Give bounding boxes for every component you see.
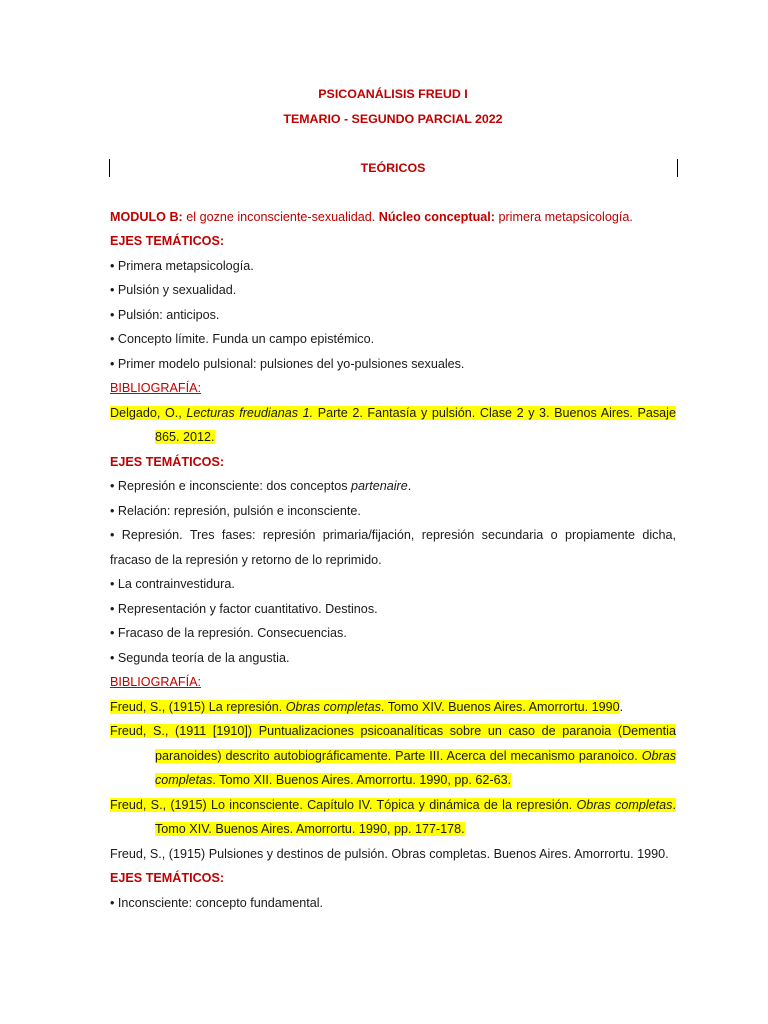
module-text: el gozne inconsciente-sexualidad. bbox=[182, 209, 379, 224]
list-item: • Concepto límite. Funda un campo epistémico. bbox=[110, 332, 375, 346]
topics-heading-2: EJES TEMÁTICOS: bbox=[110, 454, 225, 469]
reference-item: Freud, S., (1915) La represión. Obras completas. Tomo XIV. Buenos Aires. Amorrortu. 1990. bbox=[110, 699, 624, 714]
document-content bbox=[110, 82, 676, 915]
list-item: • Inconsciente: concepto fundamental. bbox=[110, 895, 324, 910]
document-subtitle: TEMARIO - SEGUNDO PARCIAL 2022 bbox=[283, 111, 503, 126]
bibliography-heading-1: BIBLIOGRAFÍA: bbox=[110, 381, 201, 395]
module-line bbox=[110, 205, 676, 230]
reference-item: Delgado, O., Lecturas freudianas 1. Parte 2. Fantasía y pulsión. Clase 2 y 3. Buenos Aires. Pasaje 865. 2012. bbox=[110, 405, 676, 444]
reference-item: Freud, S., (1915) Lo inconsciente. Capítulo IV. Tópica y dinámica de la represión. Obras completas. Tomo XIV. Buenos Aires. Amorrortu. 1990, pp. 177-178. bbox=[110, 797, 676, 836]
topics-heading-1: EJES TEMÁTICOS: bbox=[110, 234, 225, 248]
core-label: Núcleo conceptual: bbox=[378, 209, 495, 224]
reference-item: Freud, S., (1915) Pulsiones y destinos de pulsión. Obras completas. Buenos Aires. Amorrortu. 1990. bbox=[110, 846, 669, 861]
crop-mark-right bbox=[677, 159, 678, 177]
list-item: • Pulsión y sexualidad. bbox=[110, 283, 237, 297]
reference-item: Freud, S., (1911 [1910]) Puntualizaciones psicoanalíticas sobre un caso de paranoia (Dementia paranoides) descrito autobiográficamente. Parte III. Acerca del mecanismo paranoico. Obras completas. Tomo XII. Buenos Aires. Amorrortu. 1990, pp. 62-63. bbox=[110, 724, 676, 787]
list-item: • Primera metapsicología. bbox=[110, 258, 254, 273]
section-heading: TEÓRICOS bbox=[360, 160, 426, 175]
list-item: • Segunda teoría de la angustia. bbox=[110, 650, 290, 665]
core-text: primera metapsicología. bbox=[494, 209, 633, 224]
bibliography-heading-2: BIBLIOGRAFÍA: bbox=[110, 675, 201, 689]
list-item: • Pulsión: anticipos. bbox=[110, 307, 220, 322]
document-title: PSICOANÁLISIS FREUD I bbox=[318, 87, 468, 101]
list-item: • Represión. Tres fases: represión primaria/fijación, represión secundaria o propiamente dicha, fracaso de la represión y retorno de lo reprimido. bbox=[110, 528, 676, 567]
module-label: MODULO B: bbox=[110, 209, 183, 224]
list-item: • Relación: represión, pulsión e inconsciente. bbox=[110, 503, 361, 518]
list-item: • La contrainvestidura. bbox=[110, 577, 235, 591]
topics-heading-3: EJES TEMÁTICOS: bbox=[110, 871, 225, 885]
list-item: • Representación y factor cuantitativo. Destinos. bbox=[110, 601, 378, 616]
list-item: • Primer modelo pulsional: pulsiones del yo-pulsiones sexuales. bbox=[110, 356, 465, 371]
list-item: • Represión e inconsciente: dos conceptos partenaire. bbox=[110, 479, 412, 493]
list-item: • Fracaso de la represión. Consecuencias. bbox=[110, 626, 347, 640]
